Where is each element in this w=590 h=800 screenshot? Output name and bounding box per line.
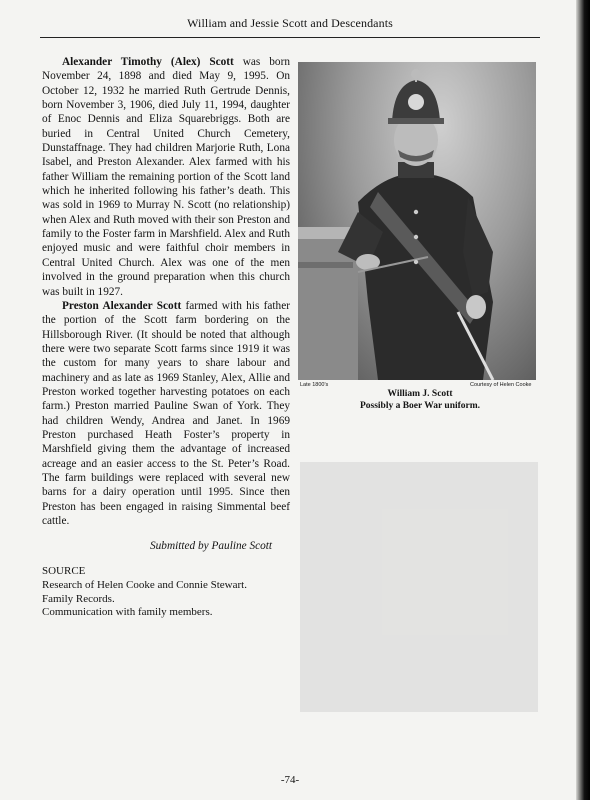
source-heading: SOURCE bbox=[42, 565, 86, 577]
source-line: Family Records. bbox=[42, 592, 115, 605]
source-line: Communication with family members. bbox=[42, 606, 213, 619]
paragraph-preston-body: farmed with his father the portion of the Scott farm bordering on the Hillsborough River. (It should be noted that although there were two separate Scott farms since 1919 it was the custom for many years to share labour and machinery and as late as 1969 Stanley, Alex, Allie and Preston worked together harvesting potatoes on each farm.) Preston married Pauline Swan of York. They had children Wendy, Andrea and Janet. In 1969 Preston purchased Heath Foster’s property in Marshfield giving them the advantage of increased acreage and an easier access to the St. Peter’s Road. The farm buildings were replaced with several new barns for a dairy operation until 1995. Since then Preston has been engaged in raising Simmental beef cattle. bbox=[42, 299, 290, 527]
paragraph-alex-body: was born November 24, 1898 and died May 9, 1995. On October 12, 1932 he married Ruth Gertrude Dennis, born November 3, 1906, died July 11, 1994, daughter of Enoc Dennis and Eliza Squarebriggs. Both are buried in Central United Church Cemetery, Dunstaffnage. They had children Marjorie Ruth, Lona Isabel, and Preston Alexander. Alex farmed with his father William the remaining portion of the Scott land which he inherited following his father’s death. This was sold in 1969 to Murray N. Scott (no relationship) when Alex and Ruth moved with their son Preston and family to the Foster farm in Marshfield. Alex and Ruth enjoyed music and were faithful choir members in Central United Church. Alex was one of the men involved in the ground preparation when this church was built in 1927. bbox=[42, 56, 290, 298]
running-header: William and Jessie Scott and Descendants bbox=[187, 16, 393, 30]
source-line: Research of Helen Cooke and Connie Stewart. bbox=[42, 578, 247, 591]
page-number: -74- bbox=[280, 774, 300, 786]
page-edge-shadow bbox=[576, 0, 590, 800]
header-rule bbox=[40, 37, 540, 38]
paragraph-preston-lead: Preston Alexander Scott bbox=[62, 299, 182, 312]
paragraph-alex bbox=[42, 55, 290, 299]
source-block bbox=[42, 565, 292, 620]
photo-caption-note: Possibly a Boer War uniform. bbox=[359, 401, 481, 411]
portrait-illustration bbox=[298, 62, 536, 380]
bleed-through-photo bbox=[300, 462, 538, 712]
paragraph-preston bbox=[42, 299, 290, 529]
photo-date-label: Late 1800's bbox=[300, 382, 329, 388]
photo-caption bbox=[330, 388, 510, 412]
photo-caption-name: William J. Scott bbox=[387, 389, 453, 399]
main-text-column bbox=[42, 55, 290, 528]
photo-credit-label: Courtesy of Helen Cooke bbox=[470, 382, 532, 388]
submitted-by: Submitted by Pauline Scott bbox=[150, 540, 273, 552]
portrait-photo bbox=[298, 62, 536, 380]
paragraph-alex-lead: Alexander Timothy (Alex) Scott bbox=[62, 56, 234, 68]
